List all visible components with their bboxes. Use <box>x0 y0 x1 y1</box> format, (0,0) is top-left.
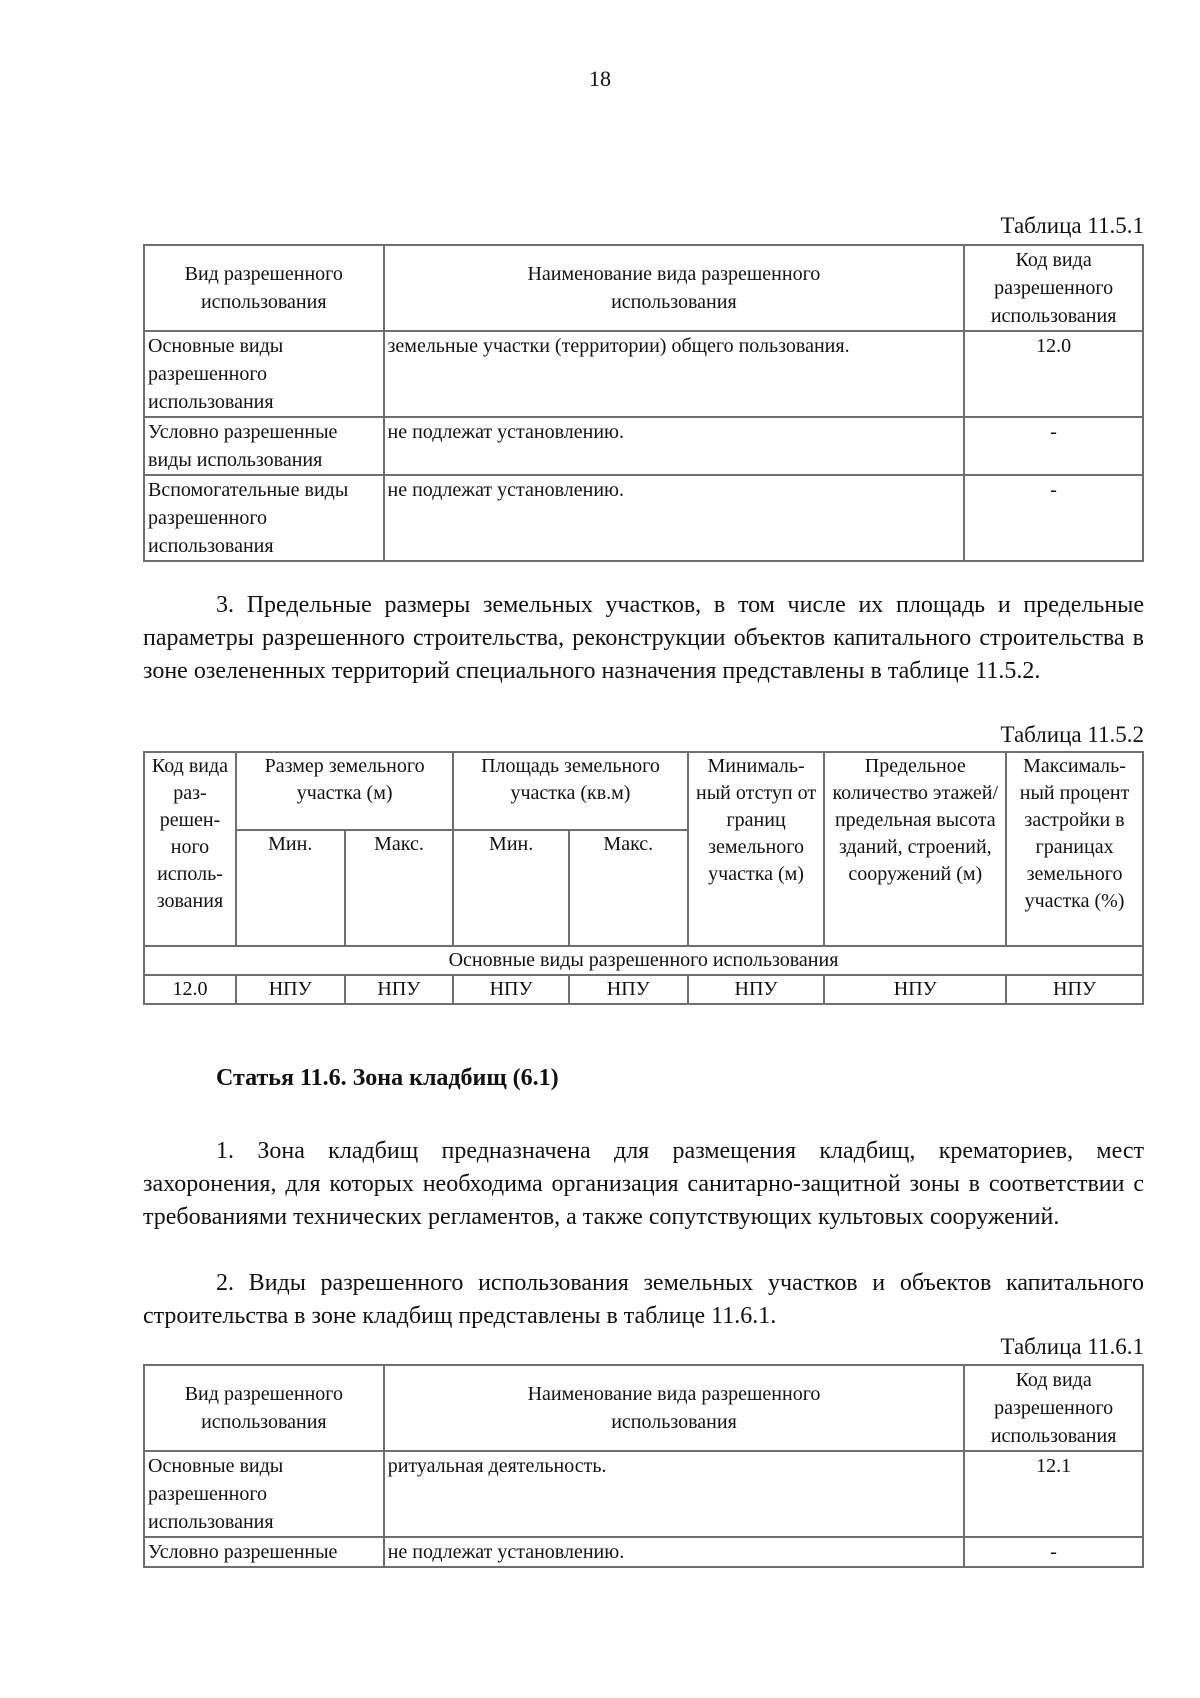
article-heading: Статья 11.6. Зона кладбищ (6.1) <box>216 1065 559 1091</box>
row-type: Условно разрешенные <box>144 1537 384 1567</box>
table-row <box>144 475 1143 561</box>
row-name: ритуальная деятельность. <box>384 1451 965 1537</box>
page-number: 18 <box>589 66 611 91</box>
cell-size-min: НПУ <box>236 975 345 1004</box>
table-row <box>144 975 1143 1004</box>
header-area-max: Макс. <box>569 830 688 946</box>
row-code: - <box>964 1537 1143 1567</box>
row-code: 12.1 <box>964 1451 1143 1537</box>
row-code: 12.0 <box>964 331 1143 417</box>
header-size-min: Мин. <box>236 830 345 946</box>
header-usage-code: Код вида разрешенного использования <box>964 1365 1143 1451</box>
paragraph-article-2: 2. Виды разрешенного использования земельных участков и объектов капитального строительства в зоне кладбищ представлены в таблице 11.6.1. <box>143 1270 1144 1329</box>
row-code: - <box>964 475 1143 561</box>
table-row <box>144 331 1143 417</box>
row-name: земельные участки (территории) общего пользования. <box>384 331 965 417</box>
paragraph-3: 3. Предельные размеры земельных участков, в том числе их площадь и предельные параметры разрешенного строительства, реконструкции объектов капитального строительства в зоне озелененных территорий специального назначения представлены в таблице 11.5.2. <box>143 592 1144 684</box>
table-caption-11-6-1: Таблица 11.6.1 <box>1000 1334 1144 1359</box>
table-11-5-2 <box>143 751 1144 1005</box>
header-usage-type: Вид разрешенного использования <box>144 245 384 331</box>
row-code: - <box>964 417 1143 475</box>
header-usage-name: Наименование вида разрешенного использования <box>384 245 965 331</box>
paragraph-article-1: 1. Зона кладбищ предназначена для размещения кладбищ, крематориев, мест захоронения, для которых необходима организация санитарно-защитной зоны в соответствии с требованиями технических регламентов, а также сопутствующих культовых сооружений. <box>143 1138 1144 1230</box>
header-usage-code: Код вида разрешенного использования <box>964 245 1143 331</box>
header-code: Код вида раз-решен-ного исполь-зования <box>144 752 236 946</box>
header-setback: Минималь-ный отступ от границ земельного участка (м) <box>688 752 825 946</box>
row-name: не подлежат установлению. <box>384 1537 965 1567</box>
cell-percent: НПУ <box>1006 975 1143 1004</box>
row-name: не подлежат установлению. <box>384 475 965 561</box>
table-caption-11-5-2: Таблица 11.5.2 <box>1000 722 1144 747</box>
section-row: Основные виды разрешенного использования <box>144 946 1143 975</box>
table-11-6-1 <box>143 1364 1144 1568</box>
row-type: Основные виды разрешенного использования <box>144 331 384 417</box>
row-type: Вспомогательные виды разрешенного использования <box>144 475 384 561</box>
header-floors: Предельное количество этажей/ предельная высота зданий, строений, сооружений (м) <box>824 752 1006 946</box>
cell-code: 12.0 <box>144 975 236 1004</box>
table-row <box>144 417 1143 475</box>
table-caption-11-5-1: Таблица 11.5.1 <box>1000 213 1144 238</box>
header-area-min: Мин. <box>453 830 569 946</box>
header-area: Площадь земельного участка (кв.м) <box>453 752 687 830</box>
table-11-5-1 <box>143 244 1144 562</box>
header-size: Размер земельного участка (м) <box>236 752 453 830</box>
row-type: Условно разрешенные виды использования <box>144 417 384 475</box>
header-size-max: Макс. <box>345 830 454 946</box>
cell-size-max: НПУ <box>345 975 454 1004</box>
header-usage-name: Наименование вида разрешенного использования <box>384 1365 965 1451</box>
table-row <box>144 1451 1143 1537</box>
table-row <box>144 1537 1143 1567</box>
cell-area-max: НПУ <box>569 975 688 1004</box>
row-name: не подлежат установлению. <box>384 417 965 475</box>
cell-floors: НПУ <box>824 975 1006 1004</box>
header-usage-type: Вид разрешенного использования <box>144 1365 384 1451</box>
header-percent: Максималь-ный процент застройки в границах земельного участка (%) <box>1006 752 1143 946</box>
cell-area-min: НПУ <box>453 975 569 1004</box>
cell-setback: НПУ <box>688 975 825 1004</box>
row-type: Основные виды разрешенного использования <box>144 1451 384 1537</box>
